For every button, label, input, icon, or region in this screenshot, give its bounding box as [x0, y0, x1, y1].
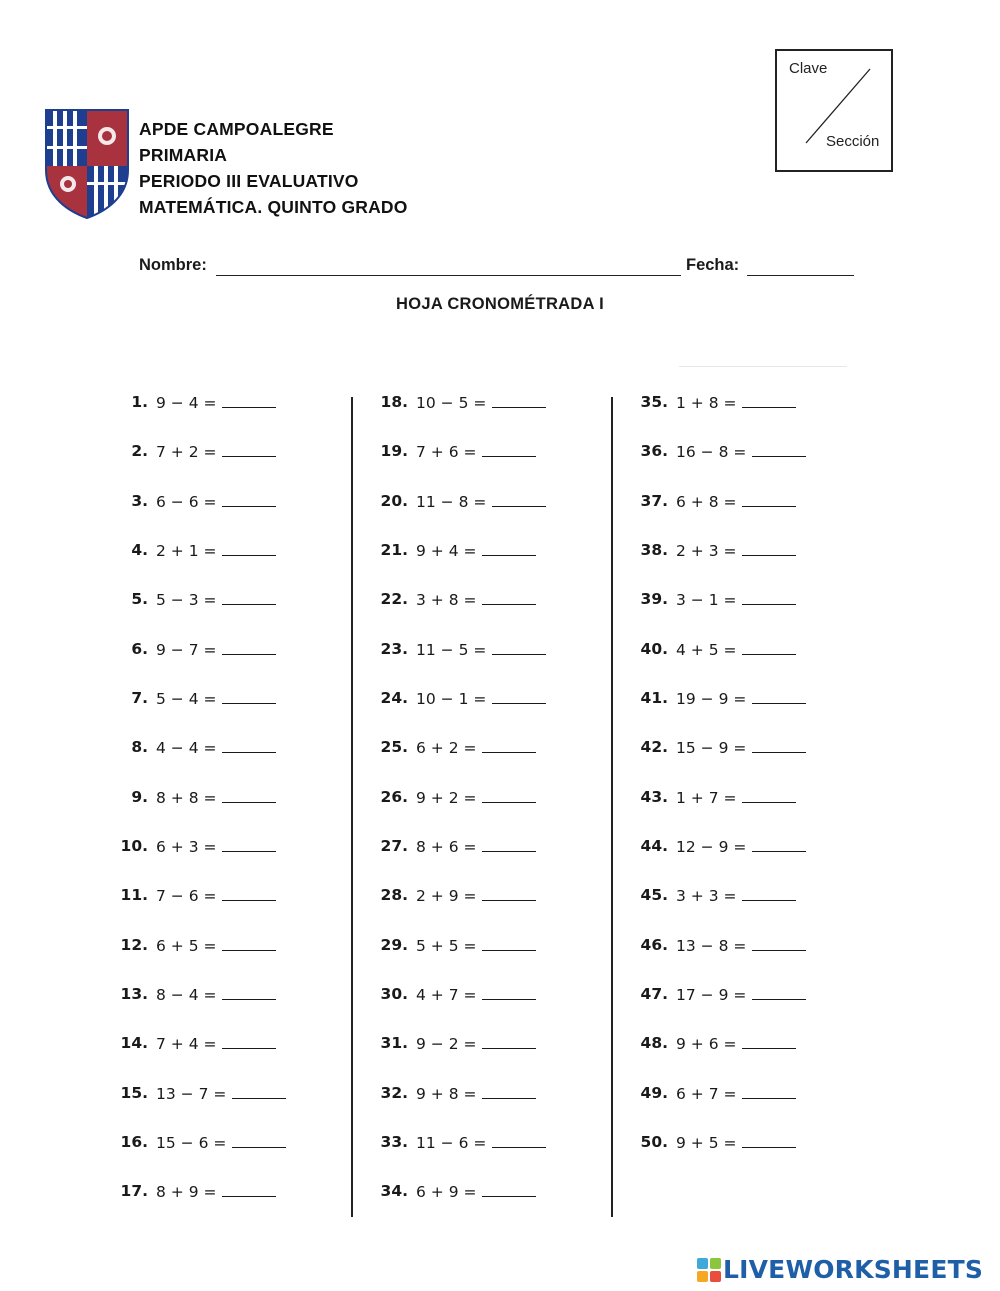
problem-expression-wrap — [676, 689, 806, 708]
answer-blank[interactable] — [222, 1182, 276, 1197]
subject-grade: MATEMÁTICA. QUINTO GRADO — [139, 197, 408, 217]
problem-expression: 6 + 3 = — [156, 837, 217, 856]
problem-expression: 11 − 8 = — [416, 492, 487, 511]
problem-number: 38. — [640, 540, 668, 559]
problem-expression-wrap — [416, 393, 546, 412]
problem-expression-wrap — [676, 985, 806, 1004]
problem-item — [110, 541, 350, 590]
answer-blank[interactable] — [742, 640, 796, 655]
problem-item — [630, 738, 870, 787]
problem-expression: 16 − 8 = — [676, 443, 747, 462]
answer-blank[interactable] — [752, 837, 806, 852]
fecha-input[interactable] — [747, 275, 854, 276]
problem-number: 41. — [640, 688, 668, 707]
problem-item — [630, 393, 870, 442]
problem-item — [370, 985, 610, 1034]
problem-expression: 7 + 4 = — [156, 1035, 217, 1054]
problem-number: 23. — [380, 639, 408, 658]
problem-expression-wrap — [676, 738, 806, 757]
problem-expression: 9 − 7 = — [156, 640, 217, 659]
problem-number: 16. — [120, 1132, 148, 1151]
problem-number: 29. — [380, 935, 408, 954]
problem-number: 8. — [131, 738, 148, 757]
problem-expression: 15 − 6 = — [156, 1133, 227, 1152]
answer-blank[interactable] — [752, 442, 806, 457]
problem-expression-wrap — [676, 1084, 796, 1103]
problem-expression-wrap — [156, 393, 276, 412]
problem-item — [370, 936, 610, 985]
problem-expression: 9 + 4 = — [416, 541, 477, 560]
problem-expression-wrap — [156, 1133, 286, 1152]
problem-item — [630, 788, 870, 837]
answer-blank[interactable] — [222, 640, 276, 655]
problem-item — [370, 788, 610, 837]
school-header — [139, 116, 408, 220]
answer-blank[interactable] — [482, 788, 536, 803]
answer-blank[interactable] — [232, 1133, 286, 1148]
problem-item — [110, 393, 350, 442]
answer-blank[interactable] — [742, 1084, 796, 1099]
problem-number: 21. — [380, 540, 408, 559]
problem-number: 27. — [380, 836, 408, 855]
problem-expression-wrap — [416, 886, 536, 905]
answer-blank[interactable] — [492, 1133, 546, 1148]
fecha-label: Fecha: — [686, 256, 740, 274]
problem-expression: 9 − 4 = — [156, 394, 217, 412]
problem-number: 42. — [640, 738, 668, 757]
problem-expression-wrap — [416, 442, 536, 461]
problem-column-3 — [630, 393, 870, 1182]
problem-expression-wrap — [676, 492, 796, 511]
problem-item — [370, 590, 610, 639]
problem-expression: 4 + 5 = — [676, 640, 737, 659]
problem-expression: 9 + 5 = — [676, 1133, 737, 1152]
answer-blank[interactable] — [482, 1084, 536, 1099]
answer-blank[interactable] — [222, 985, 276, 1000]
answer-blank[interactable] — [222, 936, 276, 951]
problem-item — [370, 1084, 610, 1133]
answer-blank[interactable] — [752, 738, 806, 753]
answer-blank[interactable] — [222, 492, 276, 507]
problem-expression: 3 − 1 = — [676, 591, 737, 610]
answer-blank[interactable] — [742, 1133, 796, 1148]
problem-item — [630, 1133, 870, 1182]
problem-number: 20. — [380, 491, 408, 510]
evaluation-period: PERIODO III EVALUATIVO — [139, 171, 359, 191]
problem-expression: 8 + 8 = — [156, 788, 217, 807]
problem-expression: 2 + 3 = — [676, 541, 737, 560]
answer-blank[interactable] — [752, 936, 806, 951]
answer-blank[interactable] — [492, 393, 546, 408]
problem-expression-wrap — [416, 1182, 536, 1201]
problem-number: 22. — [380, 590, 408, 609]
clave-seccion-box — [775, 49, 893, 172]
problem-number: 6. — [131, 639, 148, 658]
problem-expression: 6 + 7 = — [676, 1084, 737, 1103]
problem-item — [370, 886, 610, 935]
problem-item — [110, 1133, 350, 1182]
problem-number: 44. — [640, 836, 668, 855]
problem-number: 13. — [120, 984, 148, 1003]
problem-expression: 7 + 6 = — [416, 443, 477, 462]
problem-number: 24. — [380, 688, 408, 707]
problem-expression: 3 + 8 = — [416, 591, 477, 610]
page-title: HOJA CRONOMÉTRADA I — [396, 295, 604, 313]
problem-number: 37. — [640, 491, 668, 510]
answer-blank[interactable] — [482, 985, 536, 1000]
problem-expression-wrap — [156, 1084, 286, 1103]
column-divider-1 — [351, 397, 353, 1217]
problem-expression: 5 − 4 = — [156, 689, 217, 708]
seccion-label: Sección — [826, 133, 880, 150]
problem-expression-wrap — [416, 1133, 546, 1152]
problem-expression-wrap — [156, 1034, 276, 1053]
problem-item — [630, 1084, 870, 1133]
problem-item — [370, 541, 610, 590]
problem-expression: 5 + 5 = — [416, 936, 477, 955]
school-level: PRIMARIA — [139, 145, 228, 165]
problem-expression-wrap — [416, 1034, 536, 1053]
problem-expression: 9 + 2 = — [416, 788, 477, 807]
problem-expression-wrap — [156, 689, 276, 708]
problem-expression-wrap — [416, 640, 546, 659]
answer-blank[interactable] — [742, 541, 796, 556]
answer-blank[interactable] — [482, 442, 536, 457]
problem-expression-wrap — [416, 1084, 536, 1103]
answer-blank[interactable] — [492, 640, 546, 655]
answer-blank[interactable] — [742, 886, 796, 901]
problem-expression: 9 + 8 = — [416, 1084, 477, 1103]
answer-blank[interactable] — [222, 738, 276, 753]
answer-blank[interactable] — [742, 492, 796, 507]
answer-blank[interactable] — [222, 788, 276, 803]
problem-number: 48. — [640, 1034, 668, 1053]
problem-expression: 15 − 9 = — [676, 739, 747, 758]
problem-item — [110, 442, 350, 491]
answer-blank[interactable] — [232, 1084, 286, 1099]
problem-number: 19. — [380, 442, 408, 461]
problem-expression: 11 − 6 = — [416, 1133, 487, 1152]
problem-item — [630, 985, 870, 1034]
faint-rule — [679, 366, 847, 367]
problem-expression: 12 − 9 = — [676, 837, 747, 856]
problem-item — [370, 1133, 610, 1182]
answer-blank[interactable] — [742, 1034, 796, 1049]
problem-number: 40. — [640, 639, 668, 658]
problem-item — [110, 590, 350, 639]
clave-label: Clave — [789, 60, 828, 77]
problem-expression: 8 + 9 = — [156, 1183, 217, 1202]
problem-number: 15. — [120, 1083, 148, 1102]
problem-column-1 — [110, 393, 350, 1232]
problem-expression-wrap — [416, 985, 536, 1004]
problem-expression: 8 − 4 = — [156, 985, 217, 1004]
problem-expression-wrap — [416, 738, 536, 757]
problem-expression: 6 + 9 = — [416, 1183, 477, 1202]
problem-expression-wrap — [156, 590, 276, 609]
answer-blank[interactable] — [492, 492, 546, 507]
problem-expression: 6 + 8 = — [676, 492, 737, 511]
problem-expression: 9 + 6 = — [676, 1035, 737, 1054]
answer-blank[interactable] — [742, 393, 796, 408]
problem-expression: 7 + 2 = — [156, 443, 217, 462]
problem-expression: 1 + 7 = — [676, 788, 737, 807]
problem-number: 3. — [131, 491, 148, 510]
problem-expression-wrap — [416, 788, 536, 807]
problem-item — [370, 640, 610, 689]
problem-number: 1. — [131, 393, 148, 411]
answer-blank[interactable] — [742, 788, 796, 803]
problem-expression: 17 − 9 = — [676, 985, 747, 1004]
school-name: APDE CAMPOALEGRE — [139, 119, 334, 139]
problem-number: 28. — [380, 886, 408, 905]
problem-number: 11. — [120, 886, 148, 905]
problem-expression-wrap — [156, 1182, 276, 1201]
answer-blank[interactable] — [222, 541, 276, 556]
answer-blank[interactable] — [482, 1034, 536, 1049]
problem-number: 35. — [640, 393, 668, 411]
problem-item — [110, 886, 350, 935]
liveworksheets-brand: LIVEWORKSHEETS — [723, 1255, 984, 1284]
problem-expression-wrap — [676, 1133, 796, 1152]
problem-item — [370, 442, 610, 491]
problem-number: 25. — [380, 738, 408, 757]
problem-item — [630, 492, 870, 541]
problem-expression-wrap — [676, 936, 806, 955]
problem-expression-wrap — [676, 1034, 796, 1053]
problem-expression: 13 − 8 = — [676, 936, 747, 955]
answer-blank[interactable] — [752, 689, 806, 704]
problem-item — [370, 1034, 610, 1083]
school-shield-logo — [44, 108, 130, 220]
problem-expression: 11 − 5 = — [416, 640, 487, 659]
problem-item — [110, 689, 350, 738]
problem-expression: 2 + 9 = — [416, 887, 477, 906]
answer-blank[interactable] — [482, 738, 536, 753]
problem-item — [110, 1182, 350, 1231]
problem-item — [370, 738, 610, 787]
problem-expression-wrap — [416, 590, 536, 609]
problem-expression: 8 + 6 = — [416, 837, 477, 856]
answer-blank[interactable] — [222, 689, 276, 704]
student-info-row — [139, 256, 859, 280]
problem-expression: 4 + 7 = — [416, 985, 477, 1004]
problem-expression-wrap — [416, 541, 536, 560]
problem-number: 49. — [640, 1083, 668, 1102]
problem-item — [110, 492, 350, 541]
problem-number: 46. — [640, 935, 668, 954]
answer-blank[interactable] — [222, 837, 276, 852]
problem-item — [630, 541, 870, 590]
answer-blank[interactable] — [222, 590, 276, 605]
problem-expression-wrap — [416, 492, 546, 511]
problem-item — [110, 936, 350, 985]
answer-blank[interactable] — [482, 936, 536, 951]
problem-item — [370, 492, 610, 541]
problem-number: 33. — [380, 1132, 408, 1151]
answer-blank[interactable] — [222, 1034, 276, 1049]
problem-expression: 10 − 1 = — [416, 689, 487, 708]
problem-item — [110, 1084, 350, 1133]
problem-expression-wrap — [156, 492, 276, 511]
problem-item — [370, 393, 610, 442]
problem-number: 43. — [640, 787, 668, 806]
liveworksheets-icon — [697, 1258, 721, 1282]
problem-number: 7. — [131, 688, 148, 707]
problem-item — [370, 1182, 610, 1231]
problem-expression-wrap — [156, 541, 276, 560]
answer-blank[interactable] — [482, 541, 536, 556]
problem-item — [110, 837, 350, 886]
problem-expression-wrap — [156, 936, 276, 955]
problem-number: 39. — [640, 590, 668, 609]
nombre-input[interactable] — [216, 275, 681, 276]
problem-expression-wrap — [156, 442, 276, 461]
problem-expression-wrap — [416, 689, 546, 708]
answer-blank[interactable] — [482, 837, 536, 852]
problem-expression-wrap — [676, 442, 806, 461]
problem-number: 26. — [380, 787, 408, 806]
problem-expression: 1 + 8 = — [676, 394, 737, 412]
problem-expression-wrap — [156, 738, 276, 757]
answer-blank[interactable] — [222, 442, 276, 457]
problem-expression: 13 − 7 = — [156, 1084, 227, 1103]
problem-expression-wrap — [676, 886, 796, 905]
problem-expression-wrap — [676, 837, 806, 856]
problem-expression: 19 − 9 = — [676, 689, 747, 708]
problem-number: 36. — [640, 442, 668, 461]
problem-item — [110, 1034, 350, 1083]
problem-expression-wrap — [676, 590, 796, 609]
problem-expression-wrap — [156, 788, 276, 807]
problem-expression-wrap — [676, 541, 796, 560]
column-divider-2 — [611, 397, 613, 1217]
answer-blank[interactable] — [482, 590, 536, 605]
problem-number: 32. — [380, 1083, 408, 1102]
nombre-label: Nombre: — [139, 256, 207, 274]
problem-number: 30. — [380, 984, 408, 1003]
problem-item — [630, 886, 870, 935]
answer-blank[interactable] — [752, 985, 806, 1000]
problem-item — [110, 640, 350, 689]
problem-item — [630, 590, 870, 639]
problem-expression: 3 + 3 = — [676, 887, 737, 906]
problem-number: 18. — [380, 393, 408, 411]
problem-expression: 6 + 5 = — [156, 936, 217, 955]
answer-blank[interactable] — [742, 590, 796, 605]
problem-number: 17. — [120, 1182, 148, 1201]
problem-expression-wrap — [156, 640, 276, 659]
problem-item — [630, 689, 870, 738]
problem-number: 50. — [640, 1132, 668, 1151]
answer-blank[interactable] — [222, 393, 276, 408]
problem-item — [630, 442, 870, 491]
problem-expression: 4 − 4 = — [156, 739, 217, 758]
problem-item — [370, 837, 610, 886]
problem-number: 47. — [640, 984, 668, 1003]
problem-item — [110, 738, 350, 787]
answer-blank[interactable] — [492, 689, 546, 704]
problem-number: 5. — [131, 590, 148, 609]
problem-item — [110, 788, 350, 837]
problem-expression: 9 − 2 = — [416, 1035, 477, 1054]
problem-number: 4. — [131, 540, 148, 559]
problem-number: 10. — [120, 836, 148, 855]
problem-expression: 6 − 6 = — [156, 492, 217, 511]
problem-number: 31. — [380, 1034, 408, 1053]
problem-expression-wrap — [416, 837, 536, 856]
problem-expression-wrap — [156, 837, 276, 856]
problem-expression-wrap — [156, 985, 276, 1004]
problem-number: 45. — [640, 886, 668, 905]
problem-number: 12. — [120, 935, 148, 954]
problem-item — [630, 640, 870, 689]
answer-blank[interactable] — [222, 886, 276, 901]
problem-item — [110, 985, 350, 1034]
problem-item — [630, 936, 870, 985]
problem-expression-wrap — [676, 640, 796, 659]
problem-number: 14. — [120, 1034, 148, 1053]
problem-number: 34. — [380, 1182, 408, 1201]
problem-expression: 2 + 1 = — [156, 541, 217, 560]
answer-blank[interactable] — [482, 1182, 536, 1197]
problem-expression: 6 + 2 = — [416, 739, 477, 758]
problem-expression: 5 − 3 = — [156, 591, 217, 610]
problem-item — [630, 837, 870, 886]
problem-column-2 — [370, 393, 610, 1232]
answer-blank[interactable] — [482, 886, 536, 901]
problem-expression: 7 − 6 = — [156, 887, 217, 906]
problem-number: 2. — [131, 442, 148, 461]
problem-expression-wrap — [156, 886, 276, 905]
problem-expression-wrap — [676, 393, 796, 412]
problem-expression-wrap — [676, 788, 796, 807]
problem-expression-wrap — [416, 936, 536, 955]
problem-expression: 10 − 5 = — [416, 394, 487, 412]
problem-item — [370, 689, 610, 738]
problem-item — [630, 1034, 870, 1083]
problem-number: 9. — [131, 787, 148, 806]
